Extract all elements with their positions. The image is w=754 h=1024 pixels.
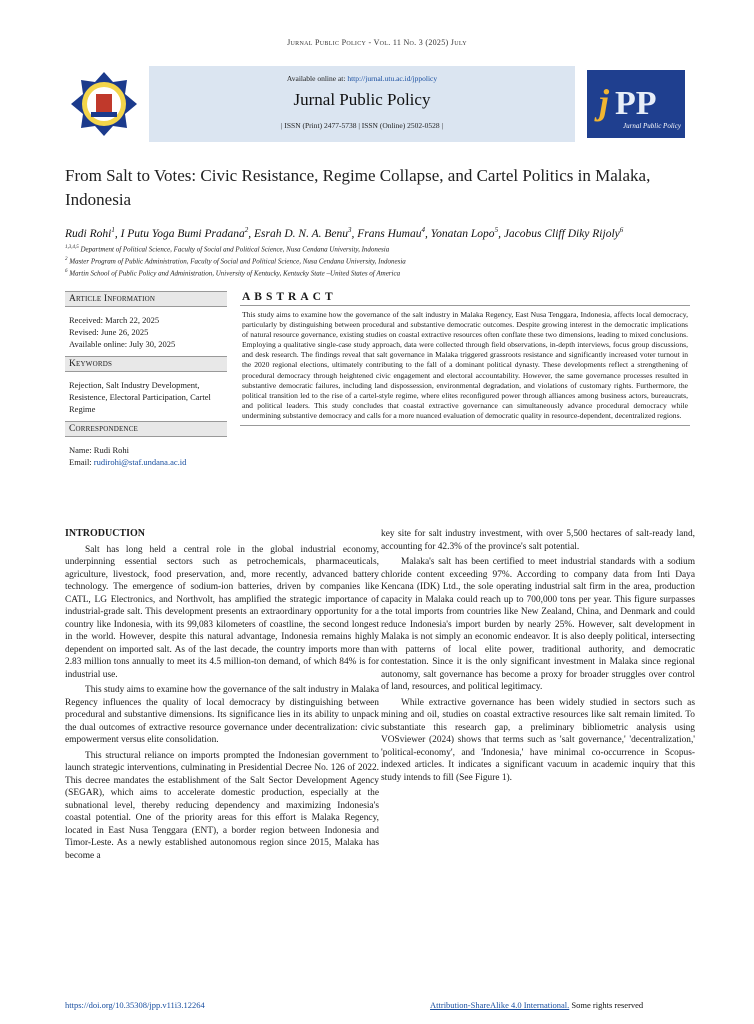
- introduction-heading: INTRODUCTION: [65, 528, 146, 539]
- received-date: Received: March 22, 2025: [69, 315, 160, 325]
- email-link[interactable]: rudirohi@staf.undana.ac.id: [93, 457, 187, 467]
- article-info-sidebar: [65, 291, 227, 474]
- abstract-text: This study aims to examine how the governance of the salt industry in Malaka Regency, East Nusa Tenggara, Indonesia, affects local democracy, particularly by distinguishing between procedural and substantive democratic outcomes. Despite growing interest in the democratic implications of natural resource governance, existing studies on coastal extractive resources often conflate these two dimensions, leading to mixed conclusions. Employing a qualitative single-case study approach, data were collected through field observations, in-depth interviews, focus group discussions, and desk research. The findings reveal that salt governance in Malaka triggered grassroots resistance and significantly increased voter turnout in the 2020 regional elections, ultimately contributing to the fall of a dominant political dynasty. These developments reflect a strengthening of procedural democracy through heightened civic engagement and electoral accountability. However, the same governance processes resulted in substantive democratic failures, including land dispossession, environmental degradation, and violations of customary rights. Furthermore, the political transition led to the rise of a cartel-style regime, where elites reconfigured power through alliances among business actors, bureaucrats, and political leaders. This study concludes that coastal extractive governance can simultaneously advance procedural democracy while undermining substantive democracy and calls for a more nuanced evaluation of democratic quality in resource-dependent, decentralized regions.: [242, 310, 688, 420]
- correspondent-email: Email: rudirohi@staf.undana.ac.id: [69, 457, 187, 467]
- keywords-heading: Keywords: [65, 356, 227, 372]
- paragraph: Salt has long held a central role in the global industrial economy, underpinning essential sectors such as petrochemicals, pharmaceuticals, agriculture, livestock, food preservation, and, more recently, advanced battery technology. The emergence of sodium-ion batteries, driven by companies like CATL, LG Electronics, and Northvolt, has amplified the strategic importance of industrial-grade salt. This development presents an extraordinary opportunity for a country like Indonesia, with its 99,083 kilometers of coastline, the second longest in the world. However, despite this natural advantage, Indonesia remains highly dependent on imported salt. As of the last decade, the country imports more than 2.83 million tons annually to meet its 4.5 million-ton demand, of which 84% is for industrial use.: [65, 544, 379, 680]
- abstract-section: [240, 291, 690, 426]
- abstract-divider: [240, 425, 690, 426]
- author: Esrah D. N. A. Benu$^3$,: [254, 226, 358, 240]
- svg-text:PP: PP: [615, 85, 657, 122]
- running-head: Jurnal Public Policy - Vol. 11 No. 3 (2025) July: [287, 38, 467, 47]
- availability-line: [149, 74, 575, 83]
- correspondence-heading: Correspondence: [65, 421, 227, 437]
- paragraph: While extractive governance has been widely studied in sectors such as mining and oil, studies on coastal extractive resources like salt remain limited. To substantiate this research gap, a preliminary bibliometric analysis using VOSviewer (2024) shows that terms such as 'salt governance,' 'decentralization,' 'political-economy', and 'Indonesia,' have minimal co-occurrence in Scopus-indexed articles. It indicates a significant vacuum in academic inquiry that this study intends to fill (See Figure 1).: [381, 697, 695, 783]
- body-column-left: [65, 528, 379, 865]
- keywords-text: Rejection, Salt Industry Development, Resistence, Electoral Participation, Cartel Regime: [69, 380, 211, 414]
- paragraph: key site for salt industry investment, with over 5,500 hectares of salt-ready land, accounting for 42.3% of the province's salt potential.: [381, 529, 695, 552]
- jpp-logo-icon: [587, 70, 685, 138]
- journal-url-link[interactable]: http://jurnal.utu.ac.id/jppolicy: [347, 74, 438, 83]
- article-info-heading: Article Information: [65, 291, 227, 307]
- author-list: [65, 226, 695, 240]
- affiliation: $^2$ Master Program of Public Administration, Faculty of Social and Political Science, Nusa Cendana University, Indonesia: [65, 256, 406, 266]
- paragraph: This study aims to examine how the governance of the salt industry in Malaka Regency influences the quality of local democracy by distinguishing between procedural and substantive dimensions. Its significance lies in its ability to unpack the dual outcomes of extractive resource governance under decentralization: civic empowerment versus elite consolidation.: [65, 685, 379, 745]
- banner-center: [149, 66, 575, 142]
- author: Jacobus Cliff Diky Rijoly$^6$: [503, 226, 624, 240]
- affiliation: $^{1,3,4,5}$ Department of Political Science, Faculty of Social and Political Science, Nusa Cendana University, Indonesia: [65, 245, 390, 254]
- article-dates: [65, 307, 227, 356]
- paragraph: This structural reliance on imports prompted the Indonesian government to launch strategic interventions, culminating in Presidential Decree No. 126 of 2022. This decree mandates the establishment of the Salt Sector Development Agency (SEGAR), which aims to accelerate domestic production, especially at the subnational level, thereby reducing dependency and maximizing Indonesia's coastal potential. One of the priority areas for this effort is Malaka Regency, located in East Nusa Tenggara (ENT), a border region between Indonesia and Timor-Leste. As a newly established autonomous region since 2015, Malaka has become a: [65, 750, 379, 861]
- available-date: Available online: July 30, 2025: [69, 339, 176, 349]
- journal-title: Jurnal Public Policy: [293, 90, 431, 109]
- university-logo-icon: [69, 70, 139, 138]
- svg-text:Jurnal Public Policy: Jurnal Public Policy: [623, 122, 681, 130]
- revised-date: Revised: June 26, 2025: [69, 327, 149, 337]
- journal-banner: [65, 66, 687, 142]
- svg-text:j: j: [599, 82, 610, 122]
- abstract-heading: ABSTRACT: [240, 291, 690, 306]
- doi-link[interactable]: https://doi.org/10.35308/jpp.v11i3.12264: [65, 1000, 205, 1010]
- affiliation: $^6$ Martin School of Public Policy and Administration, University of Kentucky, Kentucky State –United States of America: [65, 268, 401, 277]
- availability-label: Available online at:: [286, 74, 348, 83]
- affiliations: [65, 243, 695, 278]
- author: I Putu Yoga Bumi Pradana$^2$,: [120, 226, 254, 240]
- author: Frans Humau$^4$,: [357, 226, 431, 240]
- issn-line: | ISSN (Print) 2477-5738 | ISSN (Online) 2502-0528 |: [280, 121, 443, 130]
- correspondent-name: Name: Rudi Rohi: [69, 445, 129, 455]
- author: Yonatan Lopo$^5$,: [430, 226, 504, 240]
- license-notice: [430, 1000, 643, 1010]
- body-column-right: [381, 528, 695, 787]
- article-title: From Salt to Votes: Civic Resistance, Regime Collapse, and Cartel Politics in Malaka, Indonesia: [65, 166, 651, 209]
- author: Rudi Rohi$^1$,: [65, 226, 121, 240]
- correspondence-body: [65, 437, 227, 474]
- license-link[interactable]: Attribution-ShareAlike 4.0 International.: [430, 1000, 570, 1010]
- paragraph: Malaka's salt has been certified to meet industrial standards with a sodium chloride content exceeding 97%. According to company data from Inti Daya Kencana (IDK) Ltd., the sole operating industrial salt firm in the area, production capacity in Malaka could reach up to 700,000 tons per year. This figure surpasses the total imports from countries like New Zealand, China, and Denmark and could reduce Indonesia's import burden by nearly 25%. However, salt development in Malaka is not simply an economic endeavor. It is also deeply political, intersecting with patterns of local elite power, traditional authority, and democratic contestation. Since it is the only significant investment in Malaka since regional autonomy, salt governance has become a proxy for broader struggles over control of land, resources, and political legitimacy.: [381, 557, 695, 692]
- rights-text: Some rights reserved: [569, 1000, 644, 1010]
